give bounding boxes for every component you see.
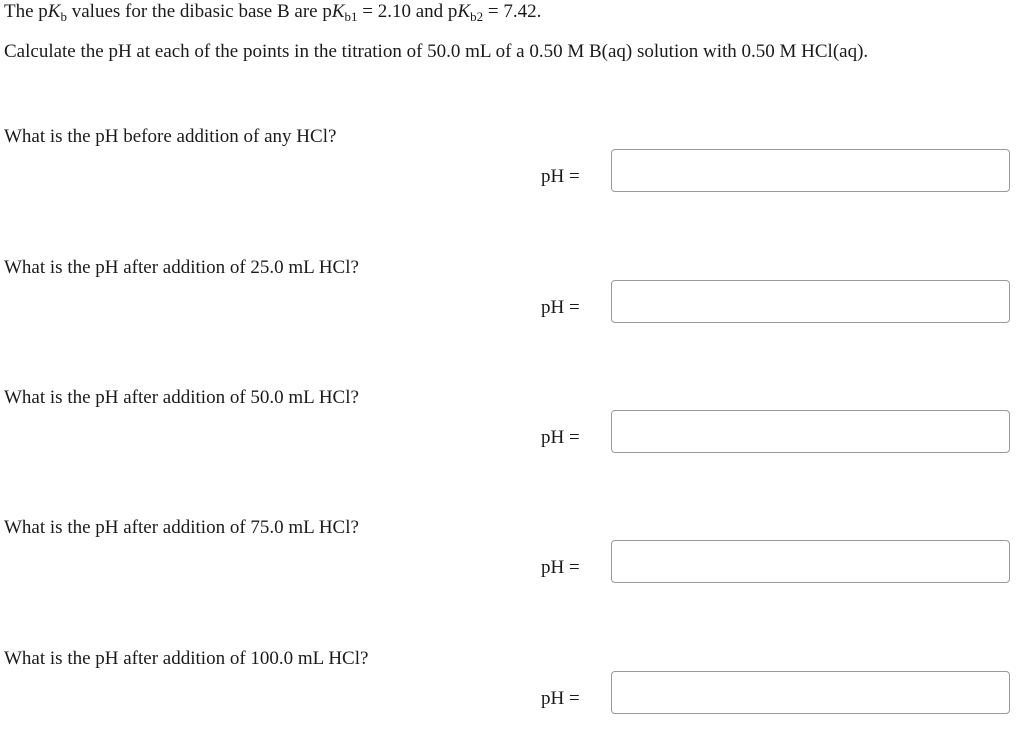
problem-statement-line-1 — [4, 0, 541, 24]
question-4-ph-label: pH = — [541, 557, 580, 578]
kb-variable: K — [47, 1, 61, 22]
question-3-ph-input[interactable] — [611, 410, 1010, 453]
intro-middle: values for the dibasic base B are p — [66, 1, 332, 22]
question-1-ph-input[interactable] — [611, 149, 1010, 192]
question-1-ph-label: pH = — [541, 166, 580, 187]
question-1-prompt: What is the pH before addition of any HCl? — [4, 126, 337, 147]
kb1-subscript: b1 — [344, 9, 358, 24]
kb1-value: = 2.10 and p — [357, 1, 458, 22]
question-2-ph-input[interactable] — [611, 280, 1010, 323]
question-2-ph-label: pH = — [541, 297, 580, 318]
problem-statement-line-2: Calculate the pH at each of the points in the titration of 50.0 mL of a 0.50 M B(aq) solution with 0.50 M HCl(aq). — [4, 41, 869, 62]
kb2-variable: K — [457, 1, 471, 22]
question-2-prompt: What is the pH after addition of 25.0 mL HCl? — [4, 257, 359, 278]
question-5-ph-label: pH = — [541, 688, 580, 709]
question-3-prompt: What is the pH after addition of 50.0 mL HCl? — [4, 387, 359, 408]
question-4-ph-input[interactable] — [611, 540, 1010, 583]
question-5-ph-input[interactable] — [611, 671, 1010, 714]
question-5-prompt: What is the pH after addition of 100.0 mL HCl? — [4, 648, 369, 669]
kb2-subscript: b2 — [470, 9, 484, 24]
kb1-variable: K — [331, 1, 345, 22]
kb-subscript: b — [60, 9, 67, 24]
kb2-value: = 7.42. — [483, 1, 542, 22]
intro-prefix: The p — [4, 1, 48, 22]
question-3-ph-label: pH = — [541, 427, 580, 448]
question-4-prompt: What is the pH after addition of 75.0 mL HCl? — [4, 517, 359, 538]
